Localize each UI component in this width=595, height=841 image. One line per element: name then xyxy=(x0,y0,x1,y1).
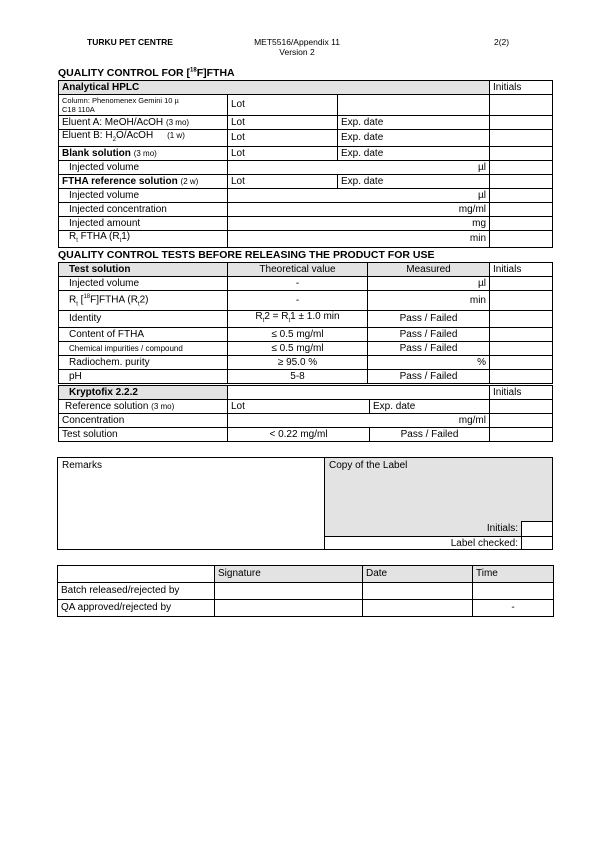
sig-row2-time[interactable]: - xyxy=(473,600,554,617)
identity-t2: 2 = R xyxy=(264,311,289,323)
ftha-ref-lot[interactable]: Lot xyxy=(228,175,338,189)
test-radiochem-measured[interactable]: % xyxy=(368,356,490,370)
kryptofix-conc-value[interactable]: mg/ml xyxy=(228,414,490,428)
sig-row2-signature[interactable] xyxy=(215,600,363,617)
column-line2: C18 110A xyxy=(62,105,95,114)
kryptofix-ref-initials[interactable] xyxy=(490,400,553,414)
page-number: 2(2) xyxy=(494,37,510,47)
sig-row1-time[interactable] xyxy=(473,583,554,600)
rt-sub2: t xyxy=(119,238,122,244)
identity-t1: R xyxy=(255,311,263,323)
label-checked-text: Label checked: xyxy=(450,538,518,549)
qc-title-pre: QUALITY CONTROL FOR [ xyxy=(58,67,191,79)
blank-initials[interactable] xyxy=(490,147,553,161)
kryptofix-test-initials[interactable] xyxy=(490,428,553,442)
kryptofix-ref-exp[interactable]: Exp. date xyxy=(370,400,490,414)
eluent-a-duration: (3 mo) xyxy=(165,117,190,127)
test-rt-l2s: 18 xyxy=(83,294,91,300)
copy-label-title: Copy of the Label xyxy=(329,460,408,471)
rt-post: 1) xyxy=(121,231,131,242)
kryptofix-test-theory: < 0.22 mg/ml xyxy=(228,428,370,442)
sig-col-date: Date xyxy=(363,566,473,583)
blank-label xyxy=(59,147,228,161)
sig-row1-label: Batch released/rejected by xyxy=(58,583,215,600)
test-rt-l1: R xyxy=(69,294,77,306)
ftha-rt-initials[interactable] xyxy=(490,231,553,248)
sig-col-signature: Signature xyxy=(215,566,363,583)
identity-t2s: t xyxy=(288,318,291,325)
test-content-measured[interactable]: Pass / Failed xyxy=(368,328,490,342)
doc-id xyxy=(247,37,347,57)
test-rt-initials[interactable] xyxy=(490,291,553,311)
tests-col-theoretical: Theoretical value xyxy=(228,263,368,277)
sig-row1-signature[interactable] xyxy=(215,583,363,600)
ftha-ref-initials[interactable] xyxy=(490,175,553,189)
eluent-a-label xyxy=(59,116,228,130)
eluent-b-exp[interactable]: Exp. date xyxy=(338,130,490,147)
eluent-b-lot[interactable]: Lot xyxy=(228,130,338,147)
org-name: TURKU PET CENTRE xyxy=(87,37,173,47)
test-injvol-label: Injected volume xyxy=(59,277,228,291)
rt-mid: FTHA (R xyxy=(77,231,120,242)
doc-version: Version 2 xyxy=(279,47,315,57)
blank-duration: (3 mo) xyxy=(133,148,157,158)
kryptofix-ref-text: Reference solution xyxy=(65,400,149,412)
ftha-ref-label xyxy=(59,175,228,189)
test-identity-measured[interactable]: Pass / Failed xyxy=(368,311,490,328)
test-rt-theory: - xyxy=(228,291,368,311)
label-initials-text: Initials: xyxy=(486,523,518,534)
label-initials-field[interactable] xyxy=(521,521,552,536)
eluent-a-lot[interactable]: Lot xyxy=(228,116,338,130)
column-label xyxy=(59,95,228,116)
test-ph-label: pH xyxy=(59,370,228,384)
test-chemical-initials[interactable] xyxy=(490,342,553,356)
test-rt-l2: [ xyxy=(77,294,84,306)
kryptofix-initials: Initials xyxy=(490,386,553,400)
sig-row2-label: QA approved/rejected by xyxy=(58,600,215,617)
eluent-b-duration: (1 w) xyxy=(167,131,185,140)
kryptofix-ref-lot[interactable]: Lot xyxy=(228,400,370,414)
remarks-label: Remarks xyxy=(62,460,103,471)
blank-exp[interactable]: Exp. date xyxy=(338,147,490,161)
ftha-rt-value[interactable]: min xyxy=(228,231,490,248)
test-injvol-measured[interactable]: µl xyxy=(368,277,490,291)
test-identity-initials[interactable] xyxy=(490,311,553,328)
test-radiochem-label: Radiochem. purity xyxy=(59,356,228,370)
test-rt-l3s: t xyxy=(137,301,140,308)
ftha-ref-text: FTHA reference solution xyxy=(62,175,178,187)
copy-label-box[interactable] xyxy=(324,457,553,537)
ftha-injamount-initials[interactable] xyxy=(490,217,553,231)
qc-table xyxy=(58,80,553,248)
qc-title xyxy=(58,67,235,79)
eluent-a-exp[interactable]: Exp. date xyxy=(338,116,490,130)
test-ph-theory: 5-8 xyxy=(228,370,368,384)
test-rt-l1s: t xyxy=(76,301,78,308)
identity-t1s: t xyxy=(262,318,265,325)
eluent-b-sub: 2 xyxy=(112,137,116,143)
sig-row1-date[interactable] xyxy=(363,583,473,600)
ftha-injamount-label: Injected amount xyxy=(59,217,228,231)
qc-title-post: F]FTHA xyxy=(196,67,235,79)
kryptofix-heading: Kryptofix 2.2.2 xyxy=(59,386,228,400)
ftha-injvol-value[interactable]: µl xyxy=(228,189,490,203)
test-chemical-measured[interactable]: Pass / Failed xyxy=(368,342,490,356)
tests-col-initials: Initials xyxy=(490,263,553,277)
blank-injvol-label: Injected volume xyxy=(59,161,228,175)
kryptofix-conc-initials[interactable] xyxy=(490,414,553,428)
test-rt-label xyxy=(59,291,228,311)
column-initials[interactable] xyxy=(490,95,553,116)
test-identity-label: Identity xyxy=(59,311,228,328)
ftha-injvol-label: Injected volume xyxy=(59,189,228,203)
kryptofix-ref-label xyxy=(59,400,228,414)
eluent-b-pre: Eluent B: H xyxy=(62,130,113,141)
ftha-rt-label xyxy=(59,231,228,248)
test-ph-measured[interactable]: Pass / Failed xyxy=(368,370,490,384)
doc-number: MET5516/Appendix 11 xyxy=(254,37,340,47)
kryptofix-heading-blank xyxy=(228,386,490,400)
label-checked-field[interactable] xyxy=(521,537,552,549)
test-rt-l4: 2) xyxy=(139,294,149,306)
test-content-theory: ≤ 0.5 mg/ml xyxy=(228,328,368,342)
test-rt-measured[interactable]: min xyxy=(368,291,490,311)
kryptofix-test-measured[interactable]: Pass / Failed xyxy=(370,428,490,442)
test-identity-theory xyxy=(228,311,368,328)
tests-table xyxy=(58,262,553,384)
rt-pre: R xyxy=(69,231,77,242)
test-injvol-initials[interactable] xyxy=(490,277,553,291)
initials-heading: Initials xyxy=(490,81,553,95)
test-content-initials[interactable] xyxy=(490,328,553,342)
kryptofix-ref-duration: (3 mo) xyxy=(151,401,175,411)
blank-injvol-initials[interactable] xyxy=(490,161,553,175)
test-ph-initials[interactable] xyxy=(490,370,553,384)
kryptofix-conc-label: Concentration xyxy=(59,414,228,428)
eluent-b-post: O/AcOH xyxy=(115,130,154,141)
eluent-b-label xyxy=(59,130,228,147)
blank-lot[interactable]: Lot xyxy=(228,147,338,161)
kryptofix-table xyxy=(58,385,553,442)
label-checked-row xyxy=(324,536,553,550)
ftha-injconc-initials[interactable] xyxy=(490,203,553,217)
ftha-injconc-label: Injected concentration xyxy=(59,203,228,217)
sig-corner xyxy=(58,566,215,583)
rt-sub: t xyxy=(76,238,78,244)
signatures-table xyxy=(57,565,554,617)
sig-row2-date[interactable] xyxy=(363,600,473,617)
test-content-label: Content of FTHA xyxy=(59,328,228,342)
qc-title-sup: 18 xyxy=(190,67,197,74)
test-radiochem-theory: ≥ 95.0 % xyxy=(228,356,368,370)
kryptofix-test-label: Test solution xyxy=(59,428,228,442)
remarks-box[interactable] xyxy=(57,457,325,550)
ftha-injamount-value[interactable]: mg xyxy=(228,217,490,231)
test-rt-l3: F]FTHA (R xyxy=(90,294,138,306)
eluent-a-text: Eluent A: MeOH/AcOH xyxy=(62,116,164,128)
test-injvol-theory: - xyxy=(228,277,368,291)
sig-col-time: Time xyxy=(473,566,554,583)
ftha-injvol-initials[interactable] xyxy=(490,189,553,203)
tests-title: QUALITY CONTROL TESTS BEFORE RELEASING THE PRODUCT FOR USE xyxy=(58,249,435,261)
ftha-injconc-value[interactable]: mg/ml xyxy=(228,203,490,217)
test-chemical-theory: ≤ 0.5 mg/ml xyxy=(228,342,368,356)
ftha-ref-duration: (2 w) xyxy=(180,176,199,186)
ftha-ref-exp[interactable]: Exp. date xyxy=(338,175,490,189)
column-lot[interactable]: Lot xyxy=(228,95,338,116)
tests-col-measured: Measured xyxy=(368,263,490,277)
test-radiochem-initials[interactable] xyxy=(490,356,553,370)
hplc-heading: Analytical HPLC xyxy=(59,81,490,95)
column-line1: Column: Phenomenex Gemini 10 µ xyxy=(62,96,179,105)
blank-injvol-value[interactable]: µl xyxy=(228,161,490,175)
column-exp[interactable] xyxy=(338,95,490,116)
test-chemical-label: Chemical impurities / compound xyxy=(59,342,228,356)
tests-col-test: Test solution xyxy=(59,263,228,277)
eluent-b-initials[interactable] xyxy=(490,130,553,147)
blank-text: Blank solution xyxy=(62,147,131,159)
identity-t3: 1 ± 1.0 min xyxy=(290,311,340,323)
eluent-a-initials[interactable] xyxy=(490,116,553,130)
